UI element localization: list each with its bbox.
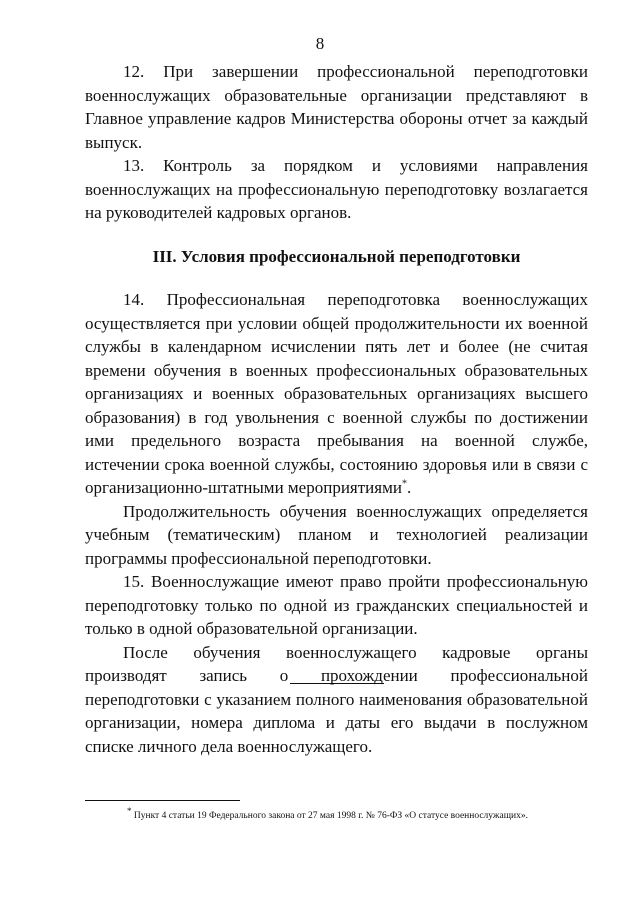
footnote-mark: * [127,805,132,816]
page-number: 8 [315,34,325,53]
paragraph-13: 13. Контроль за порядком и условиями направления военнослужащих на профессиональную переподготовку возлагается на руководителей кадровых органов. [85,156,588,222]
footnote-reference[interactable]: * [401,478,407,490]
paragraph-12: 12. При завершении профессиональной переподготовки военнослужащих образовательные организации представляют в Главное управление кадров Министерства обороны отчет за каждый выпуск. [85,62,588,152]
footnote [127,805,597,822]
paragraph-14-end: . [406,478,412,497]
end-divider [290,683,384,684]
paragraph-14-continued: Продолжительность обучения военнослужащих определяется учебным (тематическим) планом и технологией реализации программы профессиональной переподготовки. [85,501,588,568]
footnote-text: Пункт 4 статьи 19 Федерального закона от 27 мая 1998 г. № 76-ФЗ «О статусе военнослужащих». [133,811,528,821]
paragraph-14 [85,288,588,500]
paragraph-15: 15. Военнослужащие имеют право пройти профессиональную переподготовку только по одной из гражданских специальностей и только в одной образовательной организации. [85,572,588,638]
document-body [85,60,588,758]
footnote-rule [85,800,240,801]
paragraph-14-text: 14. Профессиональная переподготовка военнослужащих осуществляется при условии общей продолжительности их военной службы в календарном исчислении пять лет и более (не считая времени обучения в военных профессиональных образовательных организациях и военных образовательных организациях высшего образования) в год увольнения с военной службы по достижении ими предельного возраста пребывания на военной службе, истечении срока военной службы, состоянию здоровья или в связи с организационно-штатными мероприятиями [85,290,588,497]
paragraph-15-continued: После обучения военнослужащего кадровые органы производят запись о прохождении профессиональной переподготовки с указанием полного наименования образовательной организации, номера диплома и даты его выдачи в послужном списке личного дела военнослужащего. [85,642,588,756]
section-heading: III. Условия профессиональной переподготовки [152,246,521,266]
